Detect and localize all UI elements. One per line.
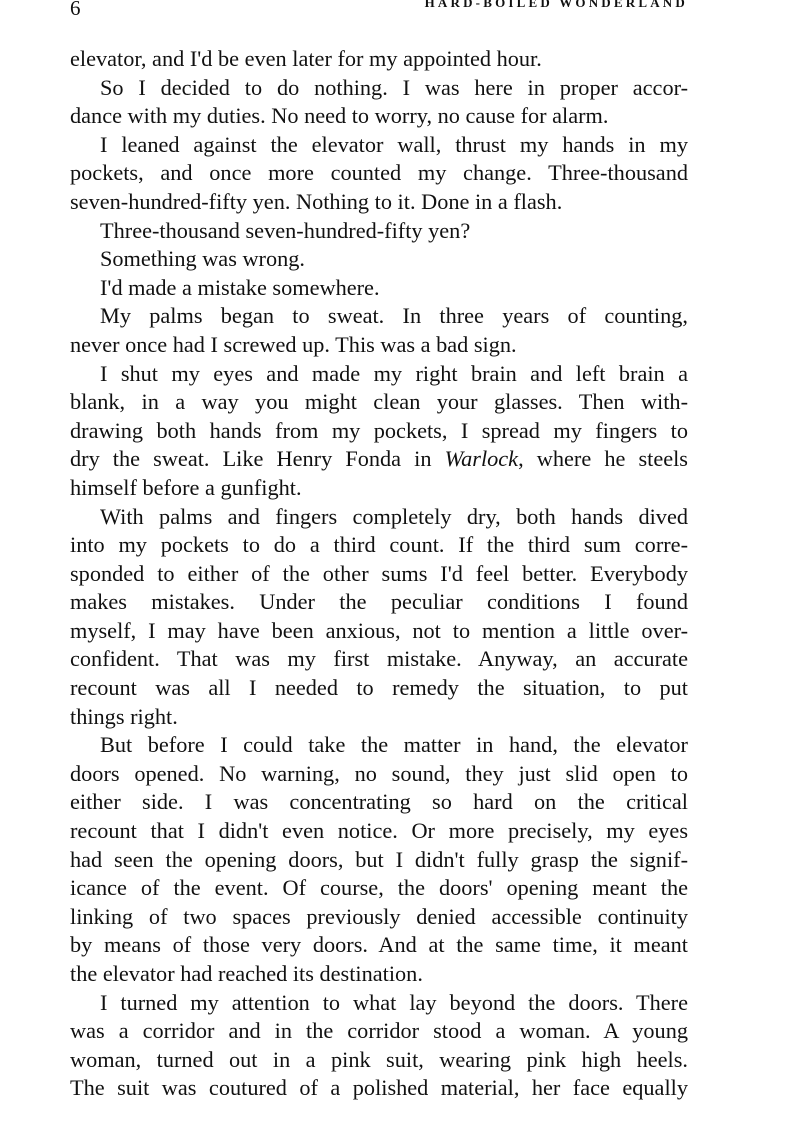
text-line: But before I could take the matter in hand, the elevator	[100, 732, 688, 758]
text-line: icance of the event. Of course, the doors' opening meant the	[70, 875, 688, 901]
text-line: I'd made a mistake somewhere.	[100, 274, 380, 300]
text-line: I shut my eyes and made my right brain and left brain a	[100, 360, 688, 386]
running-head: HARD-BOILED WONDERLAND	[424, 0, 688, 10]
text-line: makes mistakes. Under the peculiar conditions I found	[70, 589, 688, 615]
text-line: was a corridor and in the corridor stood a woman. A young	[70, 1018, 688, 1044]
text-line: never once had I screwed up. This was a bad sign.	[70, 331, 517, 357]
text-line: had seen the opening doors, but I didn't fully grasp the signif-	[70, 846, 688, 872]
text-line: by means of those very doors. And at the same time, it meant	[70, 932, 688, 958]
italic-title: Warlock	[444, 446, 519, 472]
page-number: 6	[70, 0, 81, 20]
text-line: My palms began to sweat. In three years of counting,	[100, 303, 688, 329]
page-header	[70, 0, 688, 20]
text-line: The suit was coutured of a polished material, her face equally	[70, 1075, 688, 1101]
text-line: doors opened. No warning, no sound, they just slid open to	[70, 760, 688, 786]
text-line: myself, I may have been anxious, not to mention a little over-	[70, 617, 688, 643]
text-line: dry the sweat. Like Henry Fonda in Warlock, where he steels	[70, 446, 688, 472]
text-line: recount that I didn't even notice. Or more precisely, my eyes	[70, 818, 688, 844]
text-line: seven-hundred-fifty yen. Nothing to it. Done in a flash.	[70, 188, 563, 214]
text-line: woman, turned out in a pink suit, wearing pink high heels.	[70, 1046, 688, 1072]
text-line: I leaned against the elevator wall, thrust my hands in my	[100, 131, 688, 157]
text-line: confident. That was my first mistake. Anyway, an accurate	[70, 646, 688, 672]
text-line: linking of two spaces previously denied accessible continuity	[70, 903, 688, 929]
text-line: recount was all I needed to remedy the situation, to put	[70, 675, 688, 701]
text-line: blank, in a way you might clean your glasses. Then with-	[70, 389, 688, 415]
text-line: elevator, and I'd be even later for my appointed hour.	[70, 46, 542, 71]
text-line: Three-thousand seven-hundred-fifty yen?	[100, 217, 471, 243]
body-text	[70, 45, 688, 1103]
book-page	[70, 0, 688, 1133]
text-line: either side. I was concentrating so hard on the critical	[70, 789, 688, 815]
text-line: pockets, and once more counted my change. Three-thousand	[70, 160, 688, 186]
text-line: I turned my attention to what lay beyond the doors. There	[100, 989, 688, 1015]
text-line: the elevator had reached its destination.	[70, 961, 423, 986]
text-line: drawing both hands from my pockets, I spread my fingers to	[70, 417, 688, 443]
text-line: sponded to either of the other sums I'd feel better. Everybody	[70, 560, 688, 586]
text-line: dance with my duties. No need to worry, no cause for alarm.	[70, 103, 609, 129]
text-line: things right.	[70, 703, 178, 729]
text-line: So I decided to do nothing. I was here in proper accor-	[100, 74, 688, 100]
text-line: into my pockets to do a third count. If the third sum corre-	[70, 532, 688, 558]
text-line: Something was wrong.	[100, 246, 305, 272]
text-line: With palms and fingers completely dry, both hands dived	[100, 503, 688, 529]
text-line: himself before a gunfight.	[70, 474, 302, 500]
